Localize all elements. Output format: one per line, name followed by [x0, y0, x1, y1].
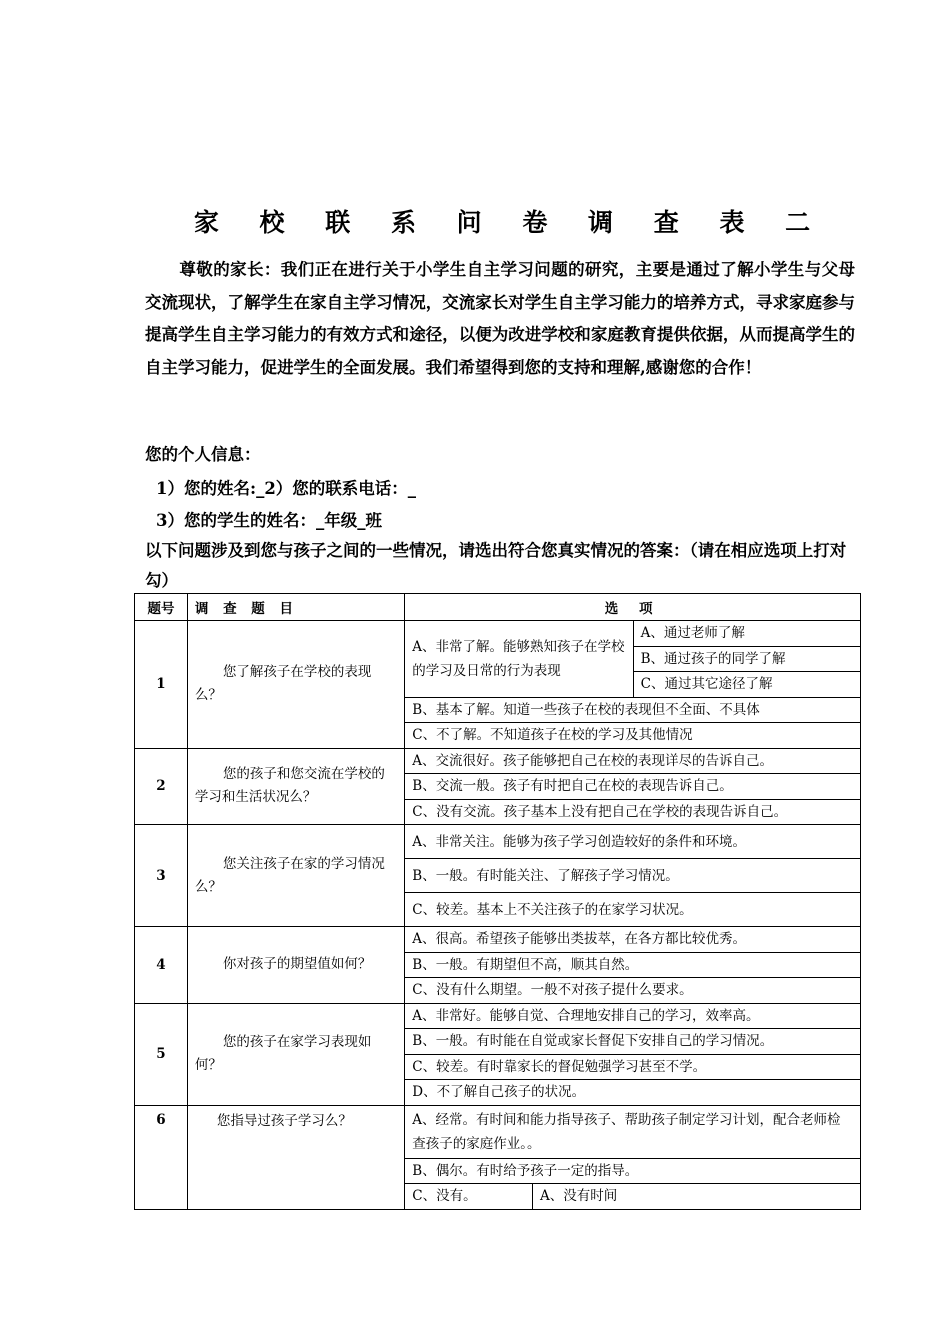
option-b[interactable]: B、一般。有期望但不高，顺其自然。 [405, 952, 861, 978]
option-d[interactable]: D、不了解自己孩子的状况。 [405, 1080, 861, 1106]
header-number: 题号 [135, 594, 188, 621]
option-c[interactable]: C、较差。有时靠家长的督促勉强学习甚至不学。 [405, 1054, 861, 1080]
option-a[interactable]: A、非常了解。能够熟知孩子在学校的学习及日常的行为表现 [405, 621, 633, 698]
option-c[interactable]: C、没有什么期望。一般不对孩子提什么要求。 [405, 978, 861, 1004]
personal-info-line-1: 1）您的姓名:_2）您的联系电话：_ [156, 479, 417, 498]
table-row [135, 1003, 861, 1029]
intro-paragraph [145, 254, 855, 384]
option-a[interactable]: A、经常。有时间和能力指导孩子、帮助孩子制定学习计划，配合老师检查孩子的家庭作业。。 [405, 1105, 861, 1158]
option-a[interactable]: A、非常好。能够自觉、合理地安排自己的学习，效率高。 [405, 1003, 861, 1029]
option-c[interactable]: C、没有。 [405, 1184, 533, 1210]
question-topic-text: 您关注孩子在家的学习情况么？ [194, 855, 385, 895]
document-title: 家 校 联 系 问 卷 调 查 表 二 [193, 208, 827, 237]
option-c[interactable]: C、不了解。不知道孩子在校的学习及其他情况 [405, 723, 861, 749]
question-topic [187, 927, 404, 1004]
table-header-row [135, 594, 861, 621]
personal-info-heading: 您的个人信息： [145, 445, 261, 464]
option-b[interactable]: B、一般。有时能在自觉或家长督促下安排自己的学习情况。 [405, 1029, 861, 1055]
sub-option-a[interactable]: A、通过老师了解 [633, 621, 860, 647]
question-topic [187, 1003, 404, 1105]
question-number: 2 [135, 748, 188, 825]
question-number: 4 [135, 927, 188, 1004]
question-number: 3 [135, 825, 188, 927]
question-topic [187, 825, 404, 927]
option-b[interactable]: B、偶尔。有时给予孩子一定的指导。 [405, 1158, 861, 1184]
option-a[interactable]: A、非常关注。能够为孩子学习创造较好的条件和环境。 [405, 825, 861, 859]
option-b[interactable]: B、基本了解。知道一些孩子在校的表现但不全面、不具体 [405, 697, 861, 723]
question-topic-text: 您了解孩子在学校的表现么？ [194, 664, 372, 704]
table-row [135, 748, 861, 774]
question-topic-text: 你对孩子的期望值如何？ [222, 956, 372, 973]
table-row [135, 825, 861, 859]
option-c[interactable]: C、较差。基本上不关注孩子的在家学习状况。 [405, 893, 861, 927]
header-options: 选 项 [405, 594, 861, 621]
question-instructions: 以下问题涉及到您与孩子之间的一些情况，请选出符合您真实情况的答案：（请在相应选项上打对勾） [145, 541, 847, 590]
option-c[interactable]: C、没有交流。孩子基本上没有把自己在学校的表现告诉自己。 [405, 799, 861, 825]
question-topic-text: 您指导过孩子学习么？ [216, 1112, 352, 1129]
personal-info-line-2: 3）您的学生的姓名：_年级_班 [156, 511, 382, 530]
table-row [135, 621, 861, 647]
sub-option-a[interactable]: A、没有时间 [532, 1184, 860, 1210]
question-topic [187, 1105, 404, 1209]
sub-option-b[interactable]: B、通过孩子的同学了解 [633, 646, 860, 672]
header-topic: 调 查 题 目 [187, 594, 404, 621]
survey-table [134, 593, 861, 1210]
question-number: 5 [135, 1003, 188, 1105]
table-row [135, 1105, 861, 1158]
question-topic [187, 621, 404, 749]
sub-option-c[interactable]: C、通过其它途径了解 [633, 672, 860, 698]
table-row [135, 927, 861, 953]
option-a[interactable]: A、交流很好。孩子能够把自己在校的表现详尽的告诉自己。 [405, 748, 861, 774]
option-a[interactable]: A、很高。希望孩子能够出类拔萃，在各方都比较优秀。 [405, 927, 861, 953]
question-number: 1 [135, 621, 188, 749]
intro-text: 尊敬的家长：我们正在进行关于小学生自主学习问题的研究，主要是通过了解小学生与父母交流现状，了解学生在家自主学习情况，交流家长对学生自主学习能力的培养方式，寻求家庭参与提高学生自主学习能力的有效方式和途径，以便为改进学校和家庭教育提供依据，从而提高学生的自主学习能力，促进学生的全面发展。我们希望得到您的支持和理解,感谢您的合作！ [145, 260, 855, 377]
option-b[interactable]: B、一般。有时能关注、了解孩子学习情况。 [405, 859, 861, 893]
question-topic-text: 您的孩子和您交流在学校的学习和生活状况么？ [194, 766, 385, 806]
question-number: 6 [135, 1105, 188, 1209]
question-topic-text: 您的孩子在家学习表现如何？ [194, 1034, 372, 1073]
option-b[interactable]: B、交流一般。孩子有时把自己在校的表现告诉自己。 [405, 774, 861, 800]
question-topic [187, 748, 404, 825]
